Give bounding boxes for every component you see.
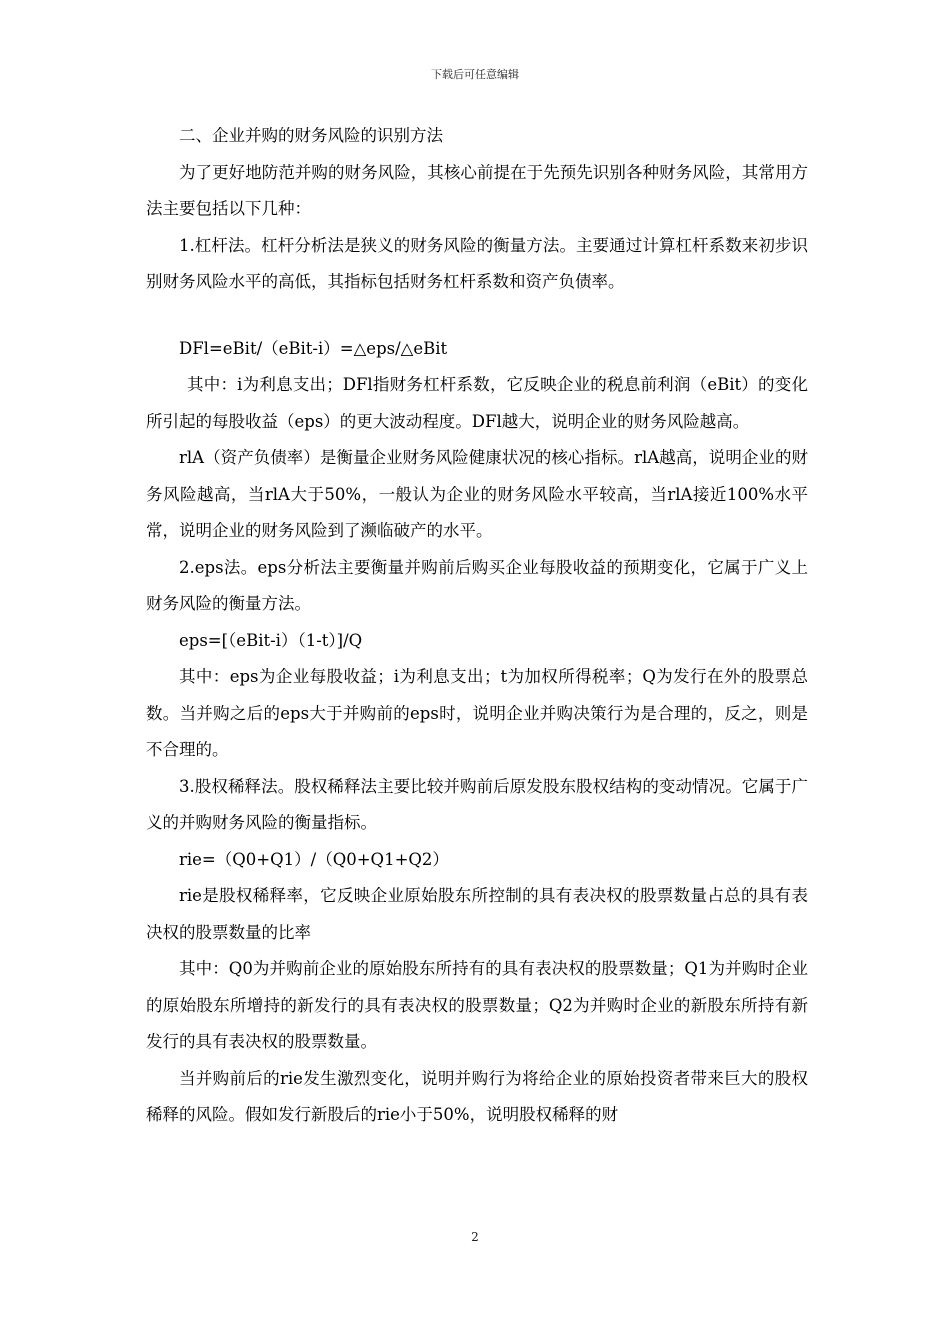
- formula-dfl: DFl=eBit/（eBit-i）=△eps/△eBit: [179, 338, 448, 358]
- page-header: 下载后可任意编辑: [431, 68, 519, 81]
- paragraph-rie-variables: 其中：Q0为并购前企业的原始股东所持有的具有表决权的股票数量；Q1为并购时企业的原始股东所增持的新发行的具有表决权的股票数量；Q2为并购时企业的新股东所持有新发行的具有表决权的股票数量。: [146, 959, 808, 1051]
- spacer: [146, 301, 808, 331]
- paragraph-rie-definition: rie是股权稀释率，它反映企业原始股东所控制的具有表决权的股票数量占总的具有表决权的股票数量的比率: [146, 886, 808, 942]
- page-number: 2: [471, 1230, 479, 1244]
- document-body: [146, 118, 808, 1134]
- paragraph-leverage-method: 1.杠杆法。杠杆分析法是狭义的财务风险的衡量方法。主要通过计算杠杆系数来初步识别财务风险水平的高低，其指标包括财务杠杆系数和资产负债率。: [146, 235, 808, 291]
- formula-rie: rie=（Q0+Q1）/（Q0+Q1+Q2）: [179, 849, 449, 869]
- paragraph-intro: 为了更好地防范并购的财务风险，其核心前提在于先预先识别各种财务风险，其常用方法主要包括以下几种：: [146, 162, 808, 218]
- paragraph-eps-method: 2.eps法。eps分析法主要衡量并购前后购买企业每股收益的预期变化，它属于广义上财务风险的衡量方法。: [146, 557, 808, 613]
- paragraph-eps-explanation: 其中：eps为企业每股收益；i为利息支出；t为加权所得税率；Q为发行在外的股票总数。当并购之后的eps大于并购前的eps时，说明企业并购决策行为是合理的，反之，则是不合理的。: [146, 667, 808, 759]
- formula-eps: eps=[（eBit-i）（1-t）]/Q: [179, 630, 363, 650]
- section-heading: 二、企业并购的财务风险的识别方法: [179, 126, 443, 145]
- paragraph-rie-conclusion: 当并购前后的rie发生激烈变化，说明并购行为将给企业的原始投资者带来巨大的股权稀释的风险。假如发行新股后的rie小于50%，说明股权稀释的财: [146, 1068, 808, 1124]
- paragraph-dilution-method: 3.股权稀释法。股权稀释法主要比较并购前后原发股东股权结构的变动情况。它属于广义的并购财务风险的衡量指标。: [146, 776, 808, 832]
- paragraph-dfl-explanation: 其中：i为利息支出；DFl指财务杠杆系数，它反映企业的税息前利润（eBit）的变化所引起的每股收益（eps）的更大波动程度。DFl越大，说明企业的财务风险越高。: [146, 375, 808, 431]
- paragraph-rla: rlA（资产负债率）是衡量企业财务风险健康状况的核心指标。rlA越高，说明企业的财务风险越高，当rlA大于50%，一般认为企业的财务风险水平较高，当rlA接近100%水平常，说明企业的财务风险到了濒临破产的水平。: [146, 448, 808, 540]
